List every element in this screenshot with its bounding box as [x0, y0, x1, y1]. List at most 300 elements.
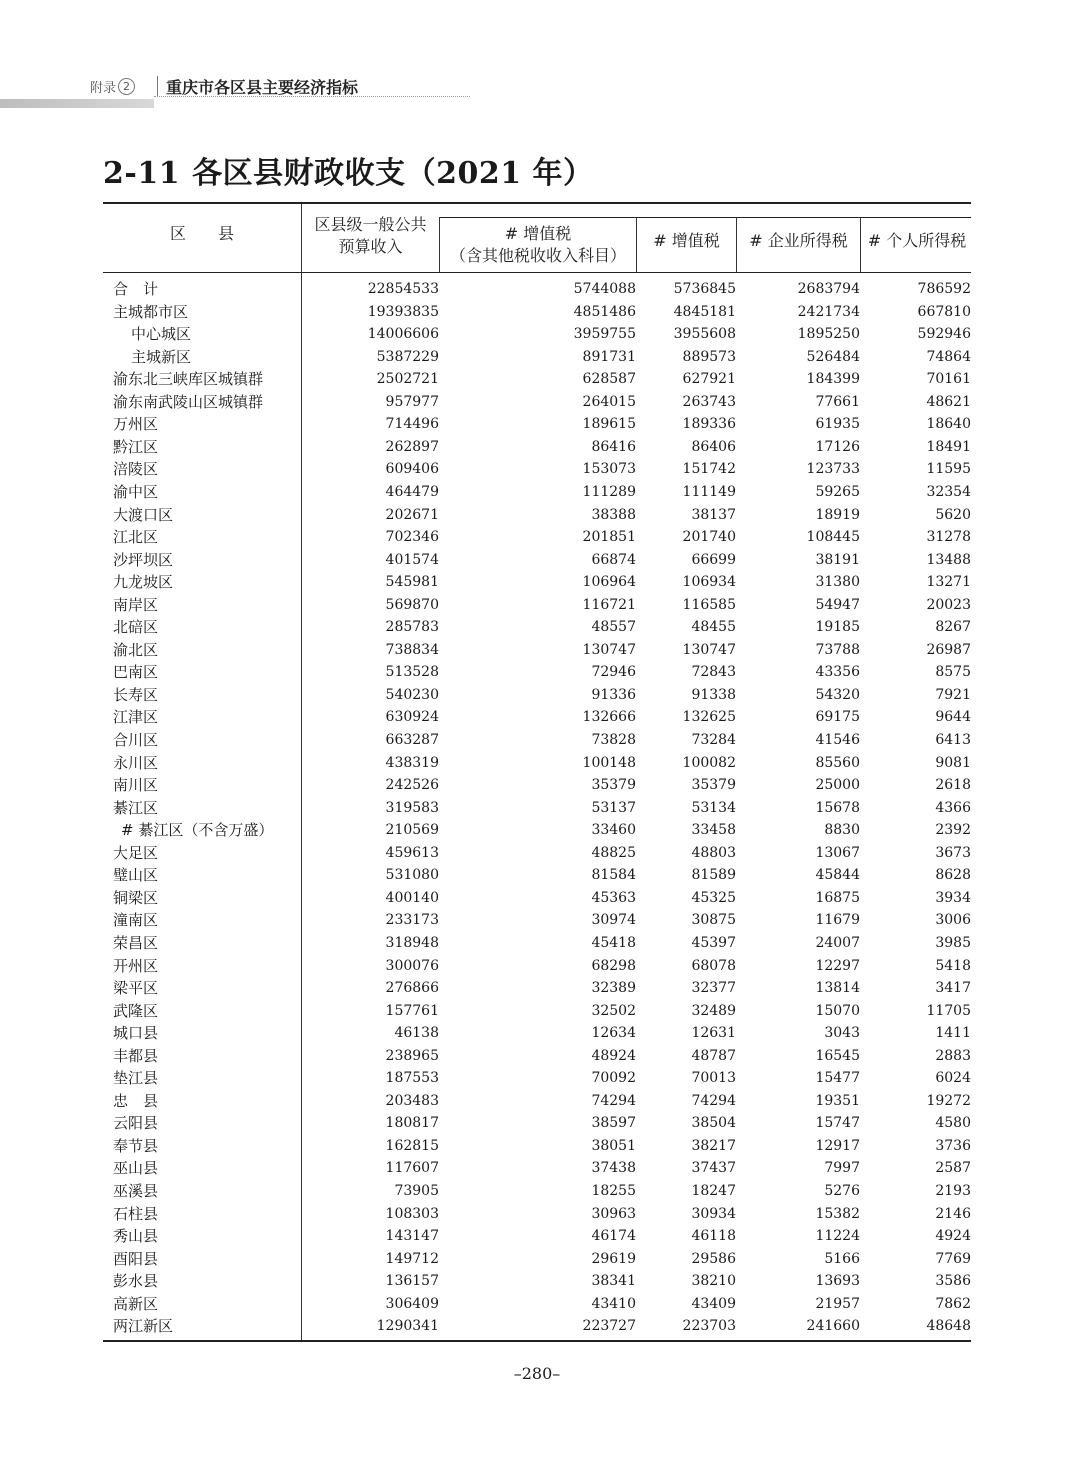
vat-incl-value: 68298	[591, 957, 636, 974]
appendix-text: 附录	[90, 80, 117, 96]
table-row	[103, 481, 971, 504]
district-name: 垫江县	[113, 1069, 159, 1088]
personal-tax-value: 8575	[935, 664, 971, 681]
table-row	[103, 549, 971, 572]
table-row	[103, 1225, 971, 1248]
vat-incl-value: 18255	[591, 1183, 636, 1199]
corp-tax-value: 69175	[815, 709, 860, 726]
personal-tax-value: 13271	[926, 574, 971, 591]
vat-incl-value: 32389	[591, 980, 636, 997]
table-row	[103, 1180, 971, 1203]
corp-tax-value: 7997	[824, 1160, 860, 1177]
table-row	[103, 1157, 971, 1180]
revenue-value: 531080	[385, 867, 439, 884]
revenue-value: 157761	[385, 1002, 439, 1019]
revenue-value: 630924	[385, 709, 439, 726]
district-name: 巴南区	[113, 663, 159, 682]
table-bottom-rule	[103, 1340, 971, 1342]
revenue-value: 464479	[385, 483, 439, 500]
corp-tax-value: 73788	[815, 641, 860, 658]
vat-value: 4845181	[673, 303, 736, 320]
table-row	[103, 346, 971, 369]
vat-value: 48803	[691, 844, 736, 861]
corp-tax-value: 15678	[815, 799, 860, 816]
table-row	[103, 729, 971, 752]
vat-incl-value: 130747	[582, 641, 636, 658]
table-row	[103, 977, 971, 1000]
table-row	[103, 616, 971, 639]
district-name: 梁平区	[113, 979, 159, 998]
personal-tax-value: 7921	[935, 686, 971, 703]
col-header-vat-incl-line2: （含其他税收收入科目）	[449, 246, 626, 265]
district-name: 涪陵区	[113, 460, 159, 479]
personal-tax-value: 7862	[935, 1295, 971, 1312]
district-name: 铜梁区	[113, 888, 159, 907]
revenue-value: 702346	[385, 529, 439, 546]
personal-tax-value: 9644	[935, 709, 971, 726]
personal-tax-value: 13488	[926, 551, 971, 568]
table-row	[103, 391, 971, 414]
vat-incl-value: 38597	[591, 1115, 636, 1132]
table-row	[103, 594, 971, 617]
table-row	[103, 1203, 971, 1226]
corp-tax-value: 45844	[815, 867, 860, 884]
table-row	[103, 955, 971, 978]
col-header-vat-incl	[440, 218, 636, 272]
vat-value: 3955608	[673, 326, 736, 343]
corp-tax-value: 59265	[815, 483, 860, 500]
personal-tax-value: 667810	[917, 303, 971, 320]
vat-incl-value: 264015	[582, 393, 636, 410]
corp-tax-value: 19351	[815, 1092, 860, 1109]
revenue-value: 319583	[385, 799, 439, 816]
col-header-revenue	[302, 210, 439, 262]
district-name: 万州区	[113, 415, 159, 434]
corp-tax-value: 31380	[815, 574, 860, 591]
corp-tax-value: 11224	[815, 1228, 860, 1245]
district-name: 江北区	[113, 528, 159, 547]
table-row	[103, 1135, 971, 1158]
corp-tax-value: 15070	[815, 1002, 860, 1019]
vat-incl-value: 223727	[582, 1318, 636, 1335]
personal-tax-value: 2618	[935, 777, 971, 794]
personal-tax-value: 48648	[926, 1318, 971, 1335]
vat-value: 889573	[682, 348, 736, 365]
vat-value: 38504	[691, 1115, 736, 1132]
revenue-value: 14006606	[367, 326, 439, 343]
personal-tax-value: 786592	[917, 281, 971, 297]
corp-tax-value: 123733	[806, 461, 860, 478]
district-name: 忠 县	[113, 1091, 159, 1110]
district-name: 綦江区	[113, 798, 159, 817]
district-name: 彭水县	[113, 1272, 159, 1291]
vat-value: 33458	[691, 822, 736, 839]
revenue-value: 714496	[385, 416, 439, 433]
district-name: 黔江区	[113, 437, 159, 456]
personal-tax-value: 3586	[935, 1273, 971, 1290]
vat-value: 73284	[691, 732, 736, 748]
revenue-value: 540230	[385, 686, 439, 703]
personal-tax-value: 3006	[935, 912, 971, 929]
table-row	[103, 436, 971, 459]
table-row	[103, 368, 971, 391]
revenue-value: 187553	[385, 1070, 439, 1087]
vat-incl-value: 86416	[591, 438, 636, 455]
personal-tax-value: 74864	[926, 348, 971, 365]
district-name: 武隆区	[113, 1001, 159, 1020]
district-name: 丰都县	[113, 1046, 159, 1065]
vat-value: 5736845	[673, 281, 736, 297]
vat-incl-value: 100148	[582, 754, 636, 771]
vat-value: 46118	[691, 1228, 736, 1245]
vat-value: 32489	[691, 1002, 736, 1019]
table-row	[103, 1248, 971, 1271]
district-name: 石柱县	[113, 1204, 159, 1223]
table-title-text: 各区县财政收支（2021 年）	[192, 156, 594, 191]
district-name: 大渡口区	[113, 505, 174, 524]
col-header-personal-tax-text: # 个人所得税	[867, 231, 967, 250]
personal-tax-value: 18640	[926, 416, 971, 433]
col-header-district-text: 区 县	[169, 224, 234, 243]
vat-value: 74294	[691, 1092, 736, 1109]
corp-tax-value: 12917	[815, 1137, 860, 1154]
personal-tax-value: 2193	[935, 1183, 971, 1199]
vat-incl-value: 4851486	[573, 303, 636, 320]
vat-value: 70013	[691, 1070, 736, 1087]
vat-incl-value: 45418	[591, 934, 636, 951]
corp-tax-value: 184399	[806, 371, 860, 388]
revenue-value: 233173	[385, 912, 439, 929]
vat-value: 189336	[682, 416, 736, 433]
vat-incl-value: 53137	[591, 799, 636, 816]
district-name: 潼南区	[113, 911, 159, 930]
corp-tax-value: 13693	[815, 1273, 860, 1290]
corp-tax-value: 16875	[815, 889, 860, 906]
corp-tax-value: 25000	[815, 777, 860, 794]
table-row	[103, 323, 971, 346]
vat-incl-value: 30974	[591, 912, 636, 929]
header-gray-bar	[0, 99, 154, 108]
col-header-corp-tax	[737, 218, 860, 264]
personal-tax-value: 8628	[935, 867, 971, 884]
vat-incl-value: 189615	[582, 416, 636, 433]
vat-value: 111149	[682, 483, 736, 500]
personal-tax-value: 19272	[926, 1092, 971, 1109]
district-name: 江津区	[113, 708, 159, 727]
revenue-value: 957977	[385, 393, 439, 410]
col-header-vat-incl-line1: # 增值税	[504, 224, 572, 243]
personal-tax-value: 18491	[926, 438, 971, 455]
corp-tax-value: 19185	[815, 619, 860, 636]
table-row	[103, 1022, 971, 1045]
table-row	[103, 504, 971, 527]
revenue-value: 210569	[385, 822, 439, 839]
district-name: 奉节县	[113, 1136, 159, 1155]
vat-value: 43409	[691, 1295, 736, 1312]
personal-tax-value: 70161	[926, 371, 971, 388]
revenue-value: 306409	[385, 1295, 439, 1312]
district-name: 两江新区	[113, 1317, 174, 1336]
personal-tax-value: 20023	[926, 596, 971, 613]
revenue-value: 400140	[385, 889, 439, 906]
personal-tax-value: 7769	[935, 1250, 971, 1267]
vat-value: 12631	[691, 1025, 736, 1042]
revenue-value: 318948	[385, 934, 439, 951]
table-row	[103, 1315, 971, 1338]
corp-tax-value: 526484	[806, 348, 860, 365]
vat-incl-value: 201851	[582, 529, 636, 546]
revenue-value: 143147	[385, 1228, 439, 1245]
col-header-corp-tax-text: # 企业所得税	[749, 231, 848, 250]
revenue-value: 46138	[394, 1025, 439, 1042]
corp-tax-value: 54947	[815, 596, 860, 613]
col-header-personal-tax	[861, 218, 973, 264]
corp-tax-value: 18919	[815, 506, 860, 523]
table-row	[103, 1000, 971, 1023]
table-row	[103, 797, 971, 820]
vat-value: 38210	[691, 1273, 736, 1290]
revenue-value: 569870	[385, 596, 439, 613]
vat-value: 53134	[691, 799, 736, 816]
revenue-value: 238965	[385, 1047, 439, 1064]
vat-incl-value: 30963	[591, 1205, 636, 1222]
revenue-value: 513528	[385, 664, 439, 681]
table-row	[103, 413, 971, 436]
corp-tax-value: 15747	[815, 1115, 860, 1132]
revenue-value: 285783	[385, 619, 439, 636]
vat-incl-value: 5744088	[573, 281, 636, 297]
table-header-rule	[103, 272, 971, 273]
personal-tax-value: 592946	[917, 326, 971, 343]
revenue-value: 438319	[385, 754, 439, 771]
revenue-value: 117607	[385, 1160, 439, 1177]
personal-tax-value: 3736	[935, 1137, 971, 1154]
personal-tax-value: 11705	[926, 1002, 971, 1019]
corp-tax-value: 16545	[815, 1047, 860, 1064]
personal-tax-value: 5620	[935, 506, 971, 523]
district-name: 主城新区	[131, 347, 192, 366]
vat-incl-value: 32502	[591, 1002, 636, 1019]
vat-incl-value: 91336	[591, 686, 636, 703]
vat-incl-value: 33460	[591, 822, 636, 839]
vat-value: 66699	[691, 551, 736, 568]
table-row	[103, 1270, 971, 1293]
personal-tax-value: 2587	[935, 1160, 971, 1177]
vat-incl-value: 48924	[591, 1047, 636, 1064]
corp-tax-value: 1895250	[797, 326, 860, 343]
revenue-value: 149712	[385, 1250, 439, 1267]
personal-tax-value: 5418	[935, 957, 971, 974]
district-name: 渝中区	[113, 482, 159, 501]
revenue-value: 2502721	[376, 371, 439, 388]
vat-incl-value: 38051	[591, 1137, 636, 1154]
district-name: 云阳县	[113, 1114, 159, 1133]
personal-tax-value: 2146	[935, 1205, 971, 1222]
district-name: 主城都市区	[113, 302, 189, 321]
table-row	[103, 684, 971, 707]
revenue-value: 19393835	[367, 303, 439, 320]
corp-tax-value: 2421734	[797, 303, 860, 320]
corp-tax-value: 13067	[815, 844, 860, 861]
corp-tax-value: 61935	[815, 416, 860, 433]
vat-incl-value: 48825	[591, 844, 636, 861]
district-name: 渝北区	[113, 640, 159, 659]
appendix-label	[90, 76, 135, 96]
corp-tax-value: 41546	[815, 732, 860, 748]
district-name: 大足区	[113, 843, 159, 862]
district-name: 渝东北三峡库区城镇群	[113, 370, 264, 389]
district-name: 南岸区	[113, 595, 159, 614]
revenue-value: 663287	[385, 732, 439, 748]
table-row	[103, 526, 971, 549]
corp-tax-value: 77661	[815, 393, 860, 410]
vat-incl-value: 3959755	[573, 326, 636, 343]
vat-value: 201740	[682, 529, 736, 546]
revenue-value: 738834	[385, 641, 439, 658]
col-header-district	[103, 204, 301, 264]
personal-tax-value: 11595	[926, 461, 971, 478]
table-row	[103, 571, 971, 594]
vat-value: 151742	[682, 461, 736, 478]
table-row	[103, 661, 971, 684]
corp-tax-value: 21957	[815, 1295, 860, 1312]
corp-tax-value: 13814	[815, 980, 860, 997]
table-row	[103, 1112, 971, 1135]
personal-tax-value: 3417	[935, 980, 971, 997]
revenue-value: 5387229	[376, 348, 439, 365]
vat-incl-value: 29619	[591, 1250, 636, 1267]
vat-value: 91338	[691, 686, 736, 703]
vat-value: 38217	[691, 1137, 736, 1154]
table-row	[103, 842, 971, 865]
district-name: 永川区	[113, 753, 159, 772]
personal-tax-value: 32354	[926, 483, 971, 500]
vat-incl-value: 628587	[582, 371, 636, 388]
table-title	[103, 148, 606, 192]
vat-incl-value: 38388	[591, 506, 636, 523]
vat-incl-value: 74294	[591, 1092, 636, 1109]
table-row	[103, 864, 971, 887]
table-row	[103, 1293, 971, 1316]
col-header-revenue-line2: 预算收入	[338, 237, 403, 256]
appendix-number-badge: 2	[118, 78, 135, 95]
vat-incl-value: 106964	[582, 574, 636, 591]
district-name: 中心城区	[131, 325, 192, 344]
corp-tax-value: 24007	[815, 934, 860, 951]
vat-value: 116585	[682, 596, 736, 613]
revenue-value: 180817	[385, 1115, 439, 1132]
revenue-value: 276866	[385, 980, 439, 997]
corp-tax-value: 15382	[815, 1205, 860, 1222]
corp-tax-value: 5276	[824, 1183, 860, 1199]
district-name: 南川区	[113, 776, 159, 795]
vat-value: 48455	[691, 619, 736, 636]
vat-incl-value: 153073	[582, 461, 636, 478]
vat-value: 30934	[691, 1205, 736, 1222]
corp-tax-value: 3043	[824, 1025, 860, 1042]
corp-tax-value: 108445	[806, 529, 860, 546]
revenue-value: 108303	[385, 1205, 439, 1222]
district-name: 巫溪县	[113, 1182, 159, 1200]
vat-value: 223703	[682, 1318, 736, 1335]
vat-value: 30875	[691, 912, 736, 929]
table-row	[103, 774, 971, 797]
revenue-value: 136157	[385, 1273, 439, 1290]
district-name: 高新区	[113, 1294, 159, 1313]
corp-tax-value: 2683794	[797, 281, 860, 297]
corp-tax-value: 8830	[824, 822, 860, 839]
revenue-value: 401574	[385, 551, 439, 568]
table-row	[103, 932, 971, 955]
corp-tax-value: 17126	[815, 438, 860, 455]
vat-value: 38137	[691, 506, 736, 523]
table-row	[103, 639, 971, 662]
vat-value: 106934	[682, 574, 736, 591]
table-row	[103, 458, 971, 481]
district-name: 合 计	[113, 280, 159, 298]
table-row	[103, 706, 971, 729]
vat-value: 627921	[682, 371, 736, 388]
table-row	[103, 752, 971, 775]
revenue-value: 545981	[385, 574, 439, 591]
personal-tax-value: 1411	[935, 1025, 971, 1042]
vat-value: 45397	[691, 934, 736, 951]
district-name: 开州区	[113, 956, 159, 975]
revenue-value: 203483	[385, 1092, 439, 1109]
vat-value: 263743	[682, 393, 736, 410]
corp-tax-value: 11679	[815, 912, 860, 929]
corp-tax-value: 241660	[806, 1318, 860, 1335]
district-name: 北碚区	[113, 618, 159, 637]
personal-tax-value: 3673	[935, 844, 971, 861]
revenue-value: 242526	[385, 777, 439, 794]
personal-tax-value: 2392	[935, 822, 971, 839]
vat-incl-value: 66874	[591, 551, 636, 568]
personal-tax-value: 4366	[935, 799, 971, 816]
revenue-value: 1290341	[376, 1318, 439, 1335]
revenue-value: 202671	[385, 506, 439, 523]
vat-incl-value: 111289	[582, 483, 636, 500]
revenue-value: 73905	[394, 1183, 439, 1199]
vat-value: 86406	[691, 438, 736, 455]
district-name: 沙坪坝区	[113, 550, 174, 569]
page-number: –280–	[513, 1364, 561, 1383]
corp-tax-value: 54320	[815, 686, 860, 703]
table-row	[103, 909, 971, 932]
vat-value: 37437	[691, 1160, 736, 1177]
revenue-value: 262897	[385, 438, 439, 455]
district-name: 秀山县	[113, 1227, 159, 1246]
vat-value: 81589	[691, 867, 736, 884]
vat-incl-value: 12634	[591, 1025, 636, 1042]
district-name: 九龙坡区	[113, 573, 174, 592]
table-row	[103, 819, 971, 842]
personal-tax-value: 3985	[935, 934, 971, 951]
vat-value: 45325	[691, 889, 736, 906]
district-name: 璧山区	[113, 866, 159, 885]
vat-incl-value: 35379	[591, 777, 636, 794]
personal-tax-value: 4580	[935, 1115, 971, 1132]
district-name: 长寿区	[113, 685, 159, 704]
table-row	[103, 1045, 971, 1068]
personal-tax-value: 2883	[935, 1047, 971, 1064]
vat-value: 72843	[691, 664, 736, 681]
vat-value: 130747	[682, 641, 736, 658]
corp-tax-value: 5166	[824, 1250, 860, 1267]
vat-incl-value: 72946	[591, 664, 636, 681]
col-header-revenue-line1: 区县级一般公共	[314, 215, 427, 234]
vat-incl-value: 37438	[591, 1160, 636, 1177]
